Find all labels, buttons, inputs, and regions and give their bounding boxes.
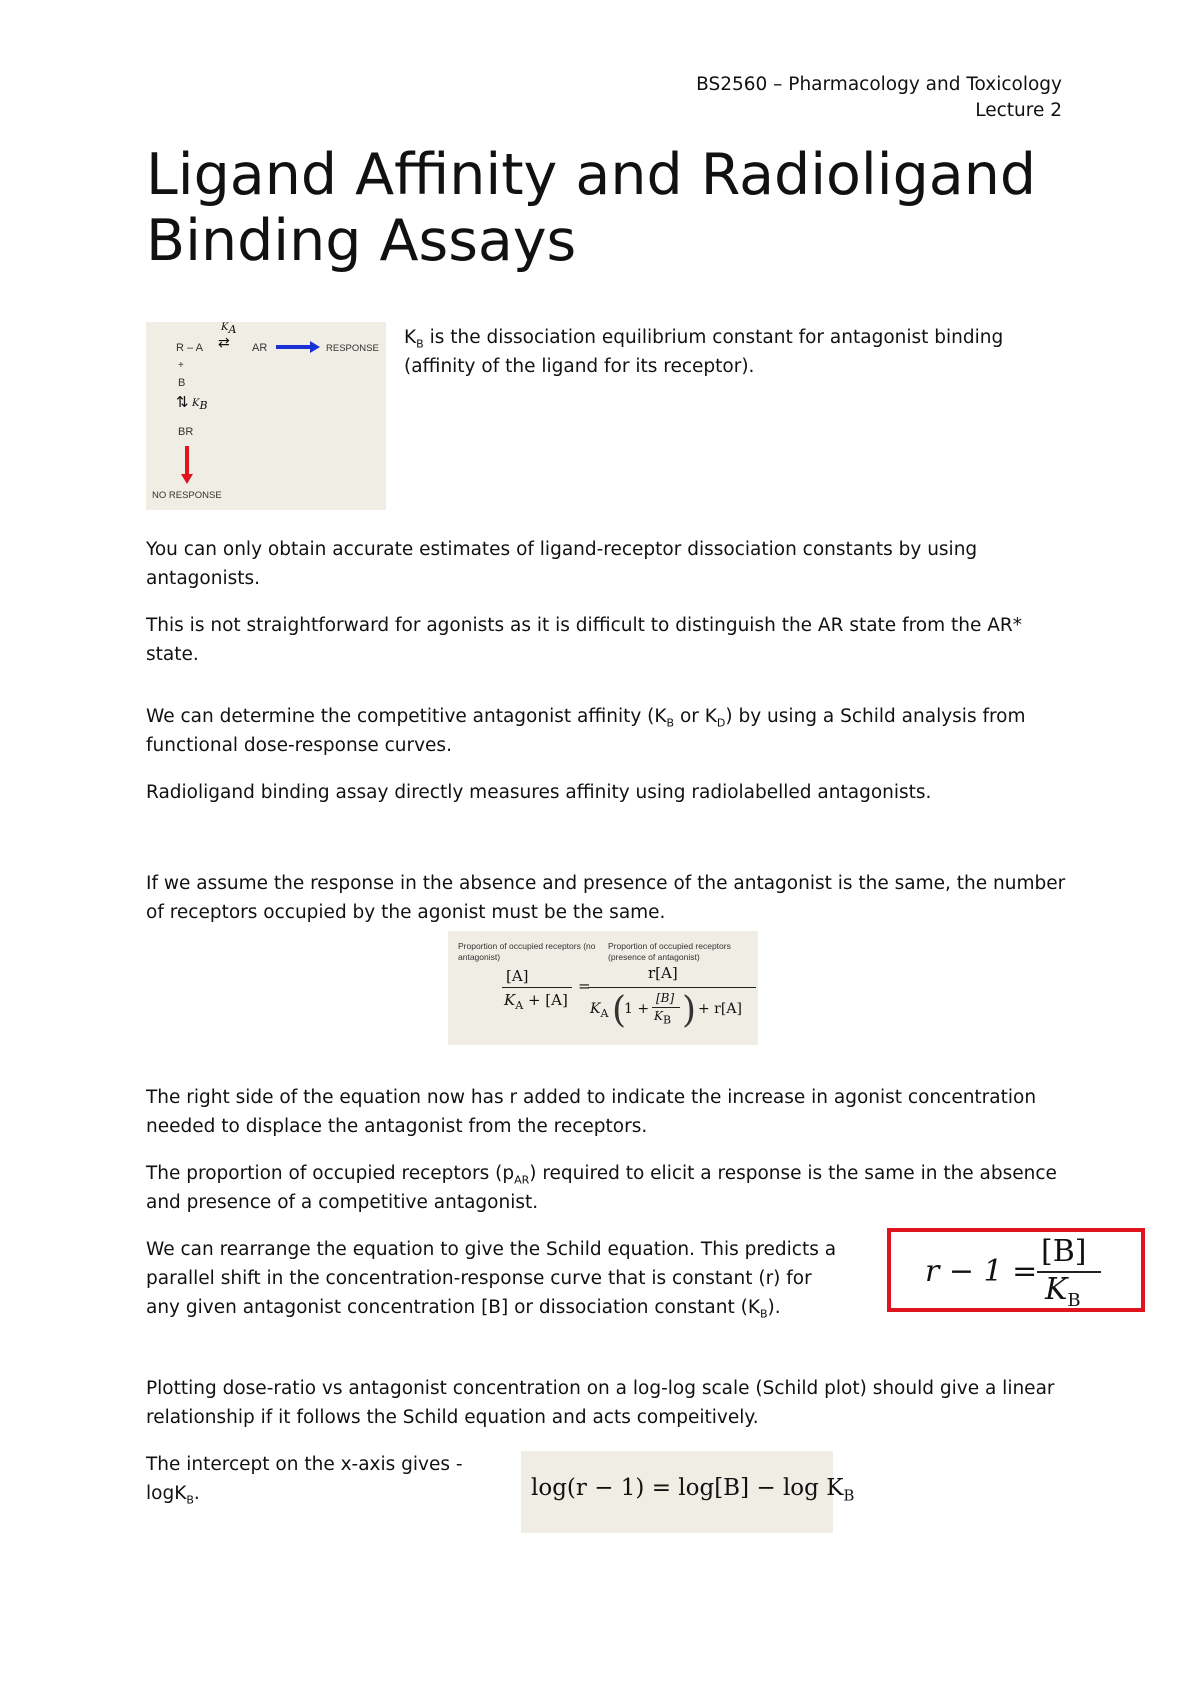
receptor-scheme-figure xyxy=(146,322,386,510)
right-den-one: 1 + xyxy=(624,1001,650,1017)
scheme-kb: $K_B$ xyxy=(192,398,208,412)
right-den-k: $K_A$ xyxy=(590,1001,609,1020)
schild-equation-box xyxy=(887,1228,1145,1312)
left-paren: ( xyxy=(612,990,627,1031)
paragraph-equal-occupancy: If we assume the response in the absence and presence of the antagonist is the same, the number of receptors occupied by the agonist must be the same. xyxy=(146,873,1066,923)
scheme-ka: $K_A$ xyxy=(221,322,237,336)
course-name: BS2560 – Pharmacology and Toxicology xyxy=(696,74,1062,95)
scheme-ar: AR xyxy=(252,342,268,354)
left-caption: Proportion of occupied receptors (no antagonist) xyxy=(458,941,596,962)
paragraph-x-intercept: The intercept on the x-axis gives -logK$_B$. xyxy=(146,1454,463,1507)
scheme-r-a: R – A xyxy=(176,342,203,354)
paragraph-agonist-difficulty: This is not straightforward for agonists as it is difficult to distinguish the AR state from the AR* state. xyxy=(146,615,1023,665)
inner-fraction-bar xyxy=(652,1007,680,1008)
scheme-plus: + xyxy=(178,360,184,371)
left-fraction-bar xyxy=(502,987,572,988)
scheme-b: B xyxy=(178,377,186,389)
right-den-b: [B] xyxy=(656,991,675,1005)
scheme-br: BR xyxy=(178,426,194,438)
lecture-number: Lecture 2 xyxy=(975,100,1062,121)
left-denominator: $K_A + [A]$ xyxy=(504,991,568,1012)
scheme-response: RESPONSE xyxy=(326,343,379,354)
red-arrow-icon xyxy=(180,446,194,484)
paragraph-schild-plot: Plotting dose-ratio vs antagonist concentration on a log-log scale (Schild plot) should give a linear relationship if it follows the Schild equation and acts compeitively. xyxy=(146,1378,1055,1428)
blue-arrow-icon xyxy=(276,340,320,354)
right-numerator: r[A] xyxy=(648,964,678,982)
schild-lhs: r − 1 = xyxy=(925,1254,1038,1289)
occupancy-equation-figure xyxy=(448,931,758,1045)
paragraph-antagonist-estimates: You can only obtain accurate estimates of ligand-receptor dissociation constants by using antagonists. xyxy=(146,539,978,589)
page-title: Ligand Affinity and Radioligand Binding Assays xyxy=(146,142,1037,274)
paragraph-schild-equation: We can rearrange the equation to give the Schild equation. This predicts a parallel shift in the concentration-response curve that is constant (r) for any given antagonist concentration [B] or dissociation constant $(K_B)$. xyxy=(146,1239,837,1321)
paragraph-proportion-occupied: The proportion of occupied receptors $(p_{AR})$ required to elicit a response is the same in the absence and presence of a competitive antagonist. xyxy=(146,1163,1057,1213)
course-header xyxy=(696,72,1062,124)
scheme-no-response: NO RESPONSE xyxy=(152,490,222,501)
paragraph-schild-analysis: We can determine the competitive antagonist affinity ($K_B$ or $K_D$) by using a Schild analysis from functional dose-response curves. xyxy=(146,706,1026,756)
log-equation: $\log(r - 1) = \log[B] - \log K_B$ xyxy=(531,1475,855,1505)
equals-sign: = xyxy=(578,977,591,995)
paragraph-radioligand-assay: Radioligand binding assay directly measures affinity using radiolabelled antagonists. xyxy=(146,782,932,803)
schild-denominator: $K_B$ xyxy=(1045,1272,1081,1311)
right-den-kb: $K_B$ xyxy=(654,1009,672,1027)
paragraph-r-added: The right side of the equation now has r added to indicate the increase in agonist concentration needed to displace the antagonist from the receptors. xyxy=(146,1087,1037,1137)
log-equation-figure xyxy=(521,1451,855,1533)
right-paren: ) xyxy=(682,990,697,1031)
schild-numerator: [B] xyxy=(1041,1234,1087,1269)
vertical-equilibrium-arrow-icon: ⇅ xyxy=(176,393,189,411)
kb-definition: $K_B$ is the dissociation equilibrium constant for antagonist binding (affinity of the ligand for its receptor). xyxy=(404,327,1004,377)
left-numerator: [A] xyxy=(506,967,529,985)
right-fraction-bar xyxy=(588,987,756,988)
equilibrium-arrow-icon: ⇄ xyxy=(218,335,230,351)
right-den-tail: + r[A] xyxy=(698,1001,742,1017)
right-caption: Proportion of occupied receptors (presence of antagonist) xyxy=(608,941,731,962)
